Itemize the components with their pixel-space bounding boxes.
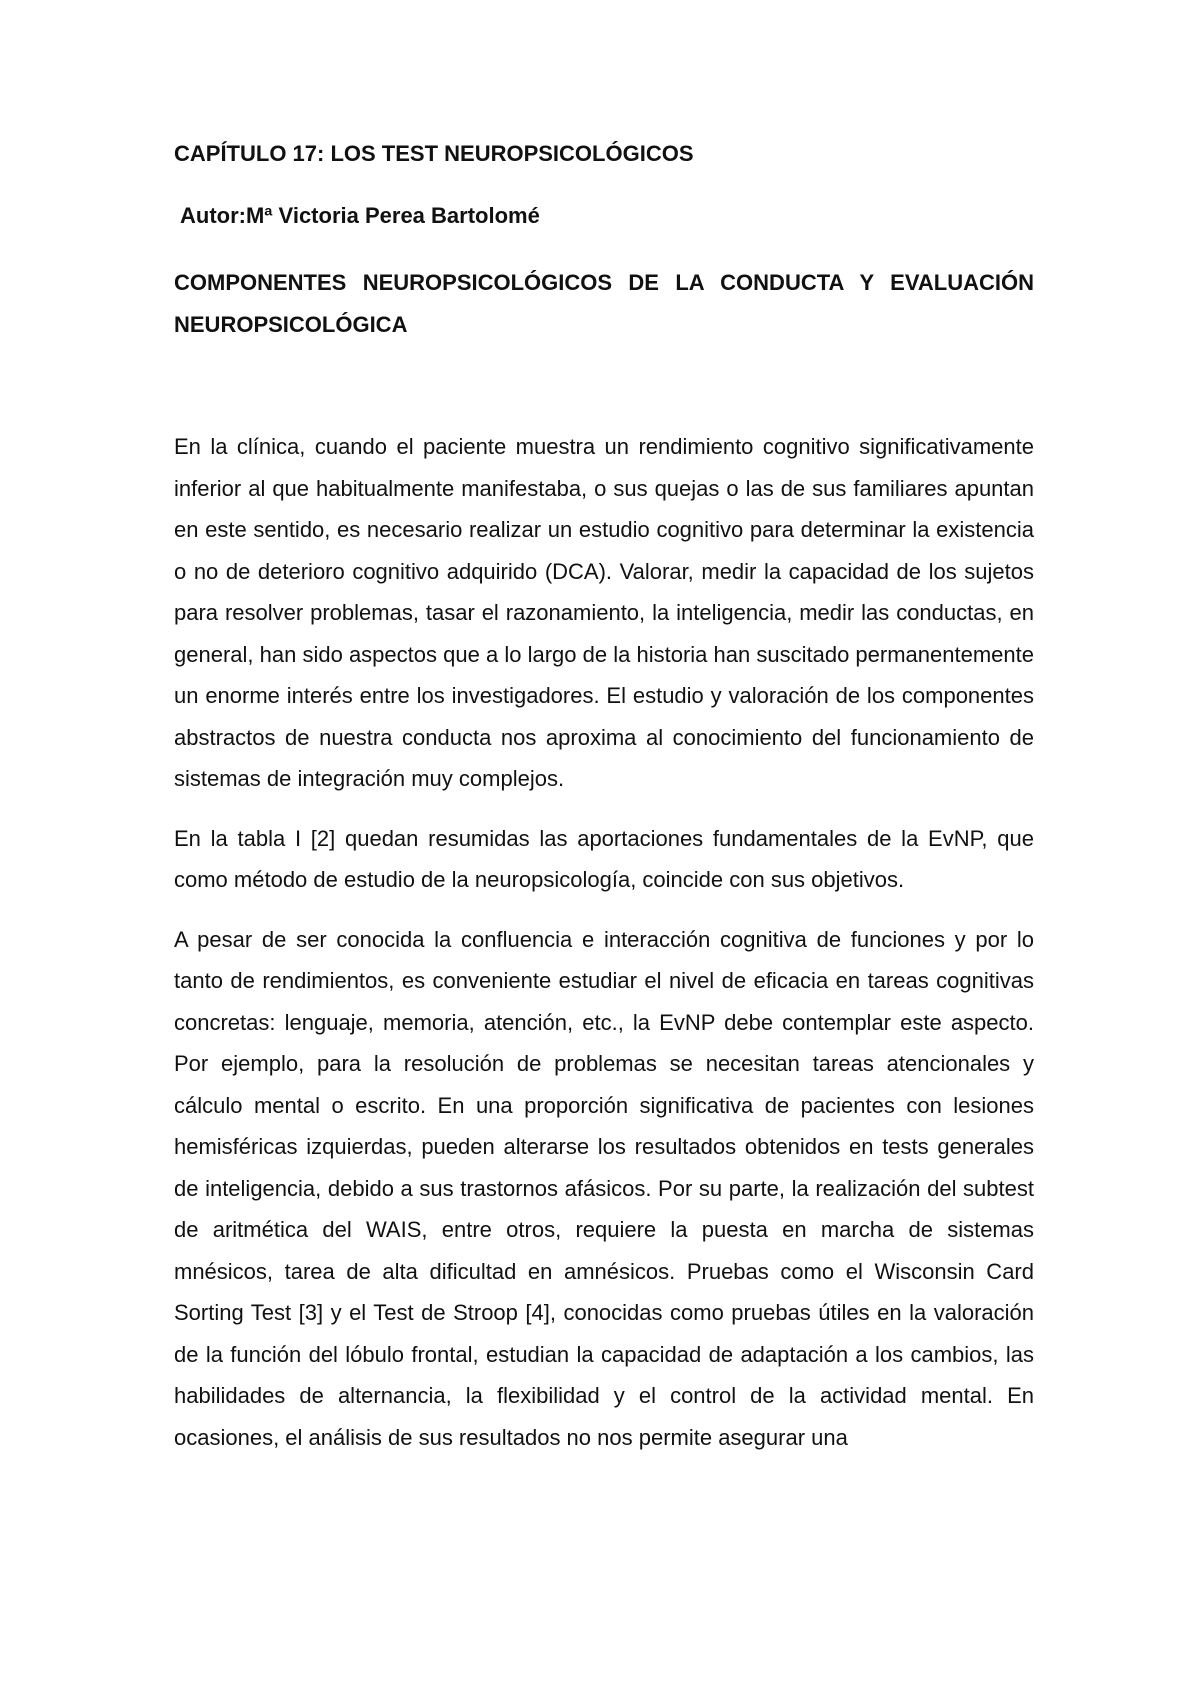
page-content (174, 138, 1034, 1476)
body-paragraph: En la clínica, cuando el paciente muestra un rendimiento cognitivo significativamente inferior al que habitualmente manifestaba, o sus quejas o las de sus familiares apuntan en este sentido, es necesario realizar un estudio cognitivo para determinar la existencia o no de deterioro cognitivo adquirido (DCA). Valorar, medir la capacidad de los sujetos para resolver problemas, tasar el razonamiento, la inteligencia, medir las conductas, en general, han sido aspectos que a lo largo de la historia han suscitado permanentemente un enorme interés entre los investigadores. El estudio y valoración de los componentes abstractos de nuestra conducta nos aproxima al conocimiento del funcionamiento de sistemas de integración muy complejos. (174, 434, 1034, 791)
author-line: Autor:Mª Victoria Perea Bartolomé (180, 203, 540, 228)
chapter-title: CAPÍTULO 17: LOS TEST NEUROPSICOLÓGICOS (174, 141, 694, 166)
section-heading: COMPONENTES NEUROPSICOLÓGICOS DE LA CONDUCTA Y EVALUACIÓN NEUROPSICOLÓGICA (174, 270, 1034, 337)
body-paragraph: En la tabla I [2] quedan resumidas las aportaciones fundamentales de la EvNP, que como método de estudio de la neuropsicología, coincide con sus objetivos. (174, 825, 1034, 892)
body-paragraph: A pesar de ser conocida la confluencia e interacción cognitiva de funciones y por lo tanto de rendimientos, es conveniente estudiar el nivel de eficacia en tareas cognitivas concretas: lenguaje, memoria, atención, etc., la EvNP debe contemplar este aspecto. Por ejemplo, para la resolución de problemas se necesitan tareas atencionales y cálculo mental o escrito. En una proporción significativa de pacientes con lesiones hemisféricas izquierdas, pueden alterarse los resultados obtenidos en tests generales de inteligencia, debido a sus trastornos afásicos. Por su parte, la realización del subtest de aritmética del WAIS, entre otros, requiere la puesta en marcha de sistemas mnésicos, tarea de alta dificultad en amnésicos. Pruebas como el Wisconsin Card Sorting Test [3] y el Test de Stroop [4], conocidas como pruebas útiles en la valoración de la función del lóbulo frontal, estudian la capacidad de adaptación a los cambios, las habilidades de alternancia, la flexibilidad y el control de la actividad mental. En ocasiones, el análisis de sus resultados no nos permite asegurar una (174, 926, 1034, 1450)
